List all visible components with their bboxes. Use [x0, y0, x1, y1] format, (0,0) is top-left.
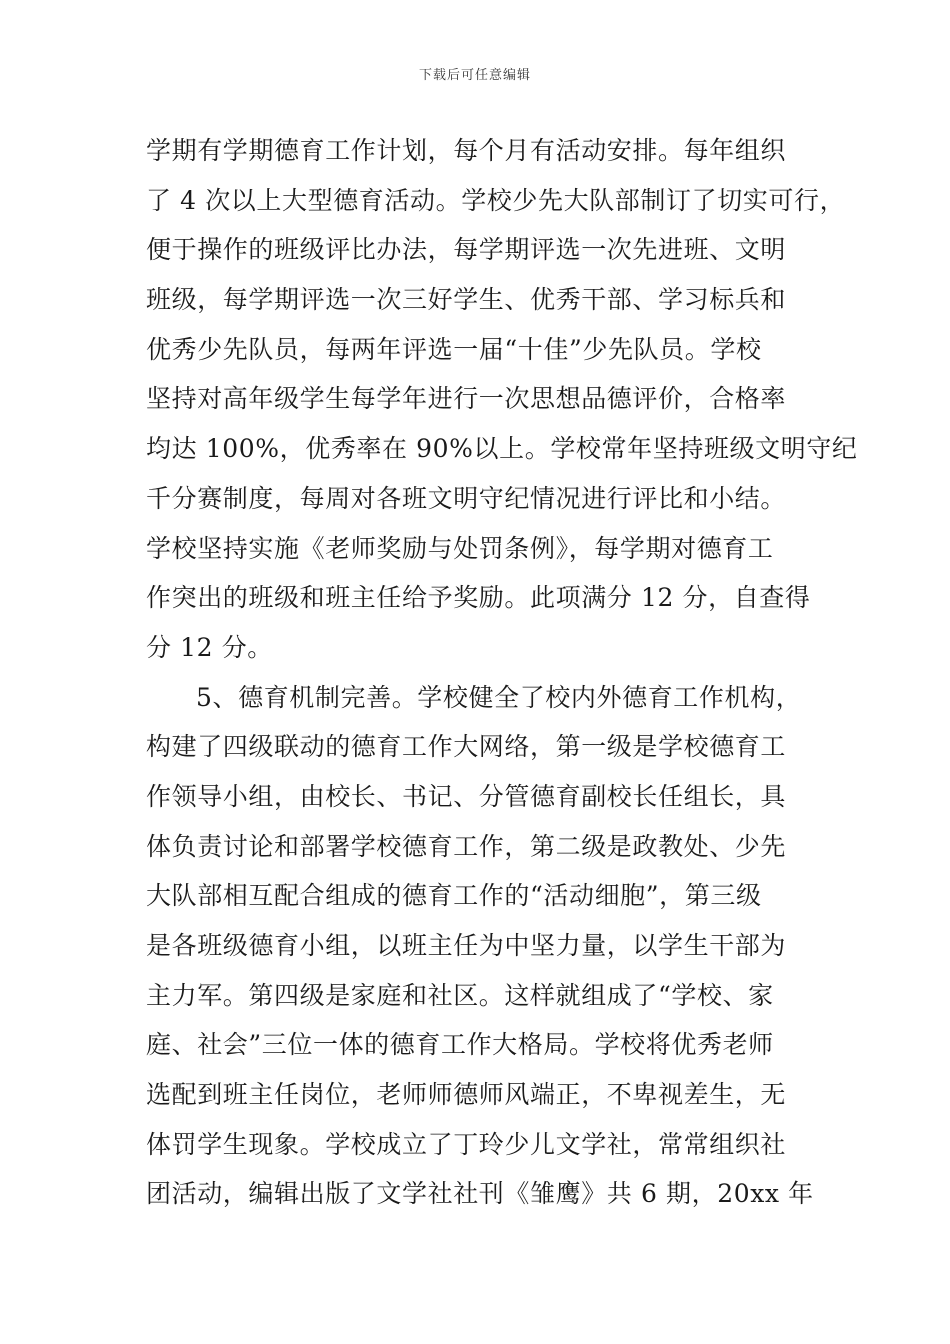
document-body	[146, 126, 858, 1219]
page-header: 下载后可任意编辑	[418, 68, 531, 83]
text-line: 坚持对高年级学生每学年进行一次思想品德评价，合格率	[146, 384, 787, 414]
text-line: 构建了四级联动的德育工作大网络，第一级是学校德育工	[146, 732, 787, 762]
paragraph-2	[146, 673, 826, 1220]
text-line: 主力军。第四级是家庭和社区。这样就组成了“学校、家	[146, 980, 774, 1010]
text-line: 学期有学期德育工作计划，每个月有活动安排。每年组织	[146, 136, 787, 165]
text-line: 班级，每学期评选一次三好学生、优秀干部、学习标兵和	[146, 285, 787, 315]
text-line: 均达 100%，优秀率在 90%以上。学校常年坚持班级文明守纪	[146, 434, 858, 464]
text-line: 团活动，编辑出版了文学社社刊《雏鹰》共 6 期，20xx 年	[146, 1179, 814, 1209]
text-line: 千分赛制度，每周对各班文明守纪情况进行评比和小结。	[146, 483, 787, 513]
text-line: 作突出的班级和班主任给予奖励。此项满分 12 分，自查得	[146, 583, 811, 613]
paragraph-1	[146, 126, 858, 673]
text-line: 分 12 分。	[146, 632, 273, 662]
text-line: 是各班级德育小组，以班主任为中坚力量，以学生干部为	[146, 931, 787, 960]
text-line: 选配到班主任岗位，老师师德师风端正，不卑视差生，无	[146, 1080, 787, 1110]
text-line: 优秀少先队员，每两年评选一届“十佳”少先队员。学校	[146, 334, 762, 364]
text-line: 学校坚持实施《老师奖励与处罚条例》，每学期对德育工	[146, 533, 774, 563]
text-line: 体负责讨论和部署学校德育工作，第二级是政教处、少先	[146, 831, 787, 861]
text-line: 大队部相互配合组成的德育工作的“活动细胞”，第三级	[146, 881, 762, 911]
text-line-first: 5、德育机制完善。学校健全了校内外德育工作机构，	[196, 682, 802, 712]
text-line: 了 4 次以上大型德育活动。学校少先大队部制订了切实可行，	[146, 185, 846, 215]
text-line: 作领导小组，由校长、书记、分管德育副校长任组长，具	[146, 781, 787, 811]
text-line: 体罚学生现象。学校成立了丁玲少儿文学社，常常组织社	[146, 1129, 787, 1159]
text-line: 庭、社会”三位一体的德育工作大格局。学校将优秀老师	[146, 1030, 774, 1060]
text-line: 便于操作的班级评比办法，每学期评选一次先进班、文明	[146, 235, 787, 265]
